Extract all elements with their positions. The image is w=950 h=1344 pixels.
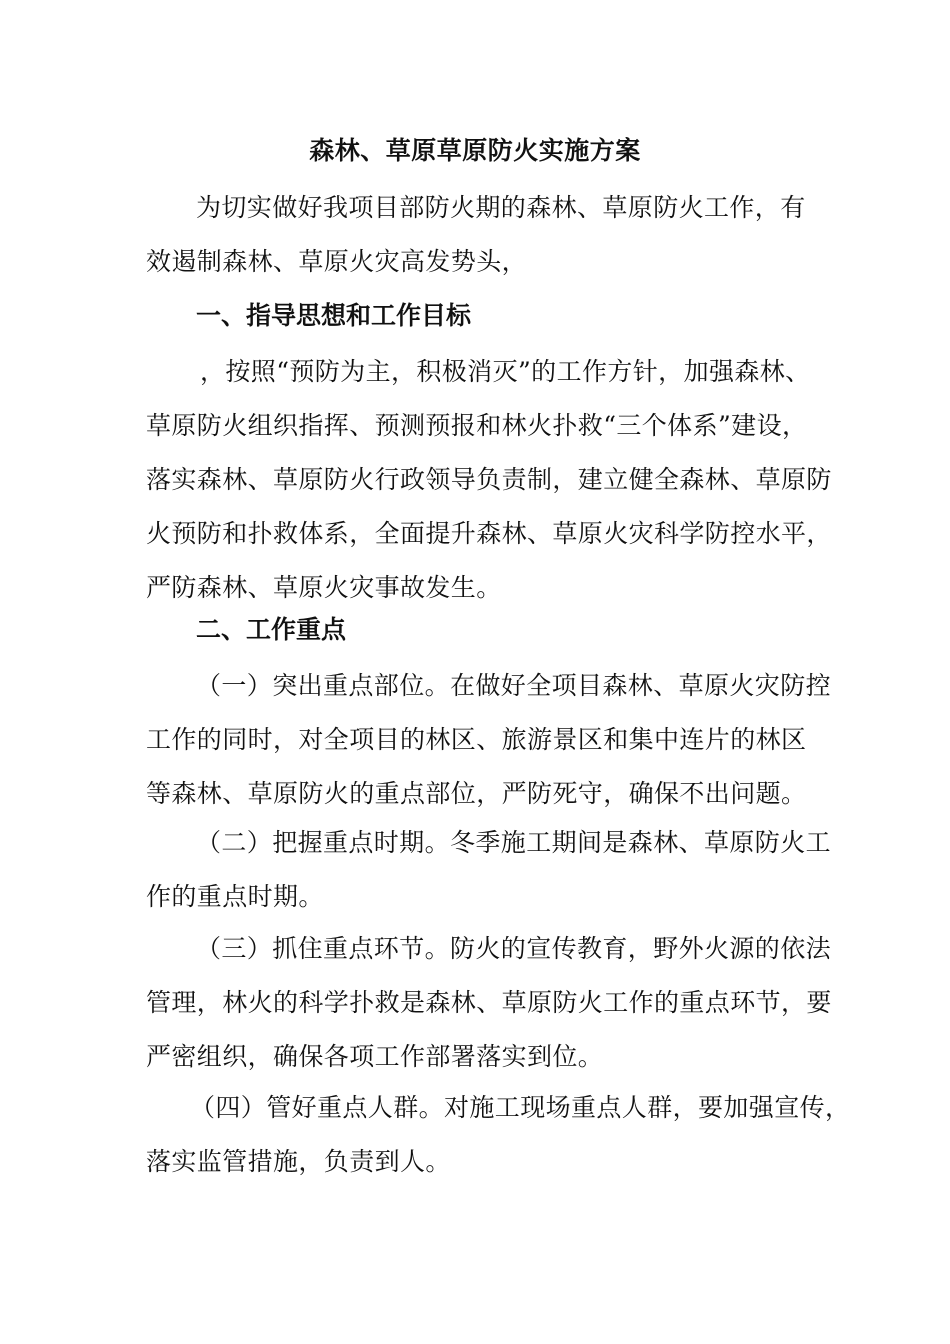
section-2-item-4 (146, 1081, 851, 1189)
section-2-item-2 (146, 816, 832, 924)
paragraph-line: 严密组织，确保各项工作部署落实到位。 (146, 1042, 604, 1071)
intro-paragraph (146, 181, 826, 289)
section-1-heading-block (146, 289, 826, 343)
section-2-item-3 (146, 922, 832, 1084)
section-heading: 二、工作重点 (196, 615, 347, 644)
paragraph-line: 火预防和扑救体系，全面提升森林、草原火灾科学防控水平， (146, 519, 832, 548)
section-1-paragraph (146, 345, 832, 615)
paragraph-line: （四）管好重点人群。对施工现场重点人群，要加强宣传， (190, 1093, 851, 1122)
paragraph-line: 落实森林、草原防火行政领导负责制，建立健全森林、草原防 (146, 465, 832, 494)
paragraph-line: 作的重点时期。 (146, 882, 324, 911)
paragraph-line: （二）把握重点时期。冬季施工期间是森林、草原防火工 (196, 828, 832, 857)
paragraph-line: 严防森林、草原火灾事故发生。 (146, 573, 502, 602)
paragraph-line: 草原防火组织指挥、预测预报和林火扑救“三个体系”建设， (146, 411, 808, 440)
paragraph-line: 等森林、草原防火的重点部位，严防死守，确保不出问题。 (146, 779, 807, 808)
paragraph-line: 落实监管措施，负责到人。 (146, 1147, 451, 1176)
paragraph-line: 管理，林火的科学扑救是森林、草原防火工作的重点环节，要 (146, 988, 832, 1017)
paragraph-line: 为切实做好我项目部防火期的森林、草原防火工作，有 (196, 193, 806, 222)
section-2-item-1 (146, 659, 832, 821)
section-2-heading-block (146, 603, 826, 657)
paragraph-line: （三）抓住重点环节。防火的宣传教育，野外火源的依法 (196, 934, 832, 963)
paragraph-line: 工作的同时，对全项目的林区、旅游景区和集中连片的林区 (146, 725, 807, 754)
paragraph-line: （一）突出重点部位。在做好全项目森林、草原火灾防控 (196, 671, 832, 700)
document-title: 森林、草原草原防火实施方案 (309, 136, 641, 165)
paragraph-line: 效遏制森林、草原火灾高发势头， (146, 247, 528, 276)
paragraph-line: ，按照“预防为主，积极消灭”的工作方针，加强森林、 (200, 357, 811, 386)
section-heading: 一、指导思想和工作目标 (196, 301, 472, 330)
